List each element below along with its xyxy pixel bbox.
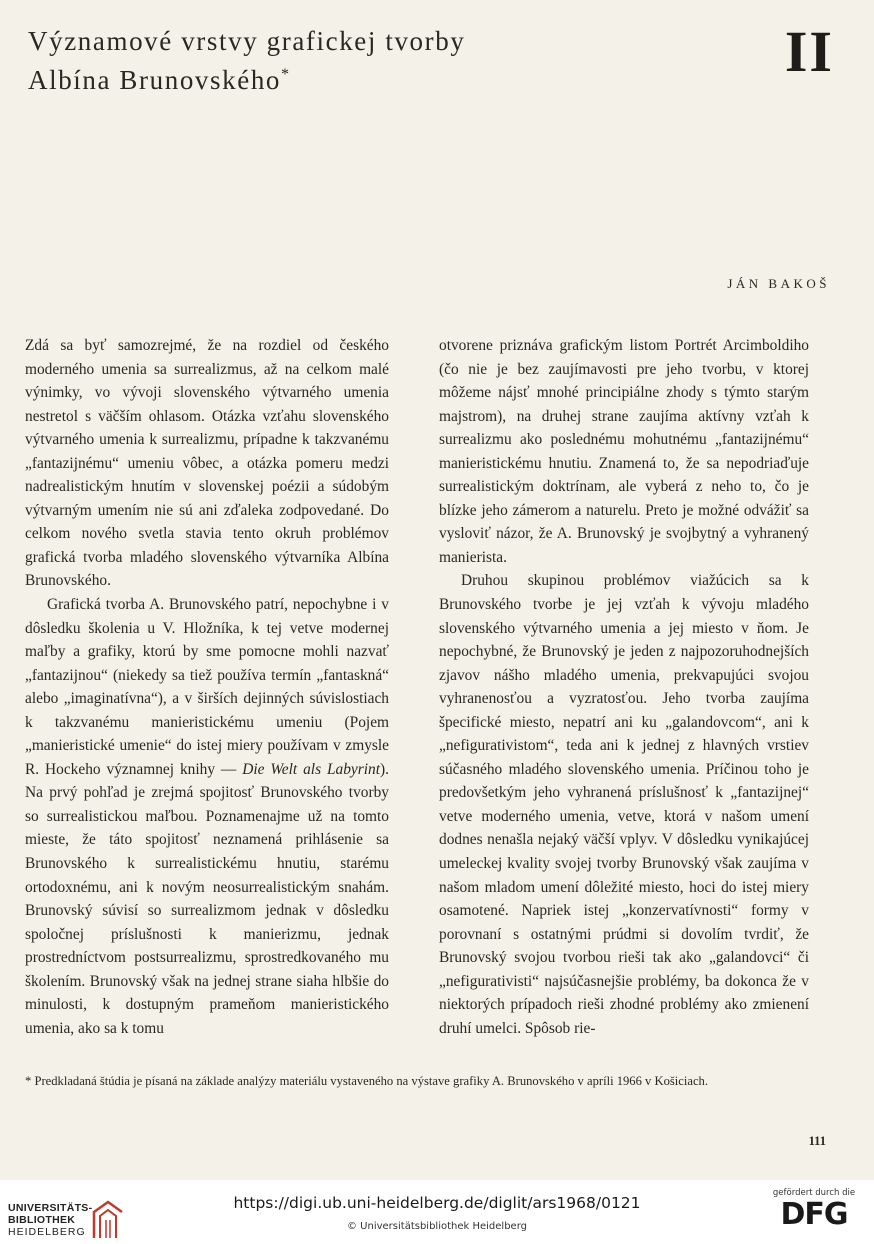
library-name-line3: HEIDELBERG: [8, 1226, 86, 1238]
chapter-numeral: II: [784, 19, 834, 84]
author-name: JÁN BAKOŠ: [727, 276, 830, 291]
title-line-2-text: Albína Brunovského: [28, 65, 282, 95]
paragraph-left-1: Zdá sa byť samozrejmé, že na rozdiel od českého moderného umenia sa surrealizmus, až na celkom malé výnimky, vo vývoji slovenského výtvarného umenia nestretol s väčším ohlasom. Otázka vzťahu slovenského výtvarného umenia k surrealizmu, prípadne k takzvanému „fantazijnému“ umeniu vôbec, a otázka pomeru medzi nadrealistickým hnutím v slovenskej poézii a súdobým výtvarným umením nie sú ani zďaleka zodpovedané. Do celkom nového svetla stavia tento okruh problémov grafická tvorba mladého slovenského výtvarníka Albína Brunovského.: [25, 337, 389, 590]
paragraph-left-2: [25, 593, 389, 1040]
funding-note: gefördert durch die: [772, 1188, 856, 1198]
library-name-line1: UNIVERSITÄTS-: [8, 1202, 93, 1214]
document-url-link[interactable]: https://digi.ub.uni-heidelberg.de/diglit/ars1968/0121: [233, 1194, 641, 1212]
funder-block: [770, 1188, 858, 1231]
book-title-italic: Die Welt als Labyrint: [242, 760, 381, 778]
paragraph-left-2-part-a: Grafická tvorba A. Brunovského patrí, nepochybne i v dôsledku školenia u V. Hložníka, k tej vetve modernej maľby a grafiky, ktorú by sme pomocne mohli nazvať „fantazijnou“ (niekedy sa tiež používa termín „fantaskná“ alebo „imaginatívna“), a v širších dejinných súvislostiach k takzvanému manieristickému umeniu (Pojem „manieristické umenie“ do istej miery používam v zmysle R. Hockeho významnej knihy —: [25, 596, 389, 778]
dfg-logo[interactable]: DFG: [780, 1197, 848, 1232]
text-column-right: [439, 334, 809, 1040]
library-name-line2: BIBLIOTHEK: [8, 1214, 76, 1226]
title-line-2: [28, 58, 588, 97]
title-line-1: Významové vrstvy grafickej tvorby: [28, 26, 466, 56]
paragraph-right-2: Druhou skupinou problémov viažúcich sa k Brunovského tvorbe je jej vzťah k vývoju mladého slovenského výtvarného umenia a jej miesto v ňom. Je nepochybné, že Brunovský je jeden z najpozoruhodnejších zjavov nášho mladého umenia, prekvapujúci svojou vyhranenosťou a vyzratosťou. Jeho tvorba zaujíma špecifické miesto, nepatrí ani ku „galandovcom“, ani k „nefigurativistom“, teda ani k jednej z hlavných vrstiev súčasného mladého slovenského umenia. Príčinou toho je predovšetkým jeho vyhranená príslušnosť k „fantazijnej“ vetve moderného umenia, vetve, ktorá v našom umení dodnes nenašla nejaký väčší vplyv. V dôsledku vynikajúcej umeleckej kvality svojej tvorby Brunovský však zaujíma v našom mladom umení dôležité miesto, hoci do istej miery osamotené. Napriek istej „konzervatívnosti“ formy v porovnaní s ostatnými prúdmi si dovolím tvrdiť, že Brunovský svojou tvorbou rieši tak ako „galandovci“ či „nefigurativisti“ najsúčasnejšie problémy, ba dokonca že v niektorých prípadoch rieši zhodné problémy ako zmienení druhí umelci. Spôsob rie-: [439, 572, 809, 1037]
paragraph-right-1: otvorene priznáva grafickým listom Portrét Arcimboldiho (čo nie je bez zaujímavosti pre jeho tvorbu, v ktorej môžeme nájsť mnohé principiálne zhody s týmto starým majstrom), na druhej strane zaujíma aktívny vzťah k surrealizmu ako poslednému mohutnému „fantazijnému“ manieristickému hnutiu. Znamená to, že sa nepodriaďuje surrealistickým doktrínam, ale vyberá z neho to, čo je blízke jeho zámerom a naturelu. Preto je možné odvážiť sa vysloviť názor, že A. Brunovský je svojbytný a vyhranený manierista.: [439, 337, 809, 566]
footnote: * Predkladaná štúdia je písaná na základe analýzy materiálu vystaveného na výstave grafiky A. Brunovského v apríli 1966 v Košiciach.: [25, 1074, 709, 1088]
copyright-notice: © Universitätsbibliothek Heidelberg: [346, 1221, 527, 1232]
text-column-left: [25, 334, 389, 1040]
footer-bar: [0, 1180, 874, 1244]
article-title: [28, 24, 588, 97]
footnote-marker: *: [281, 66, 291, 83]
page-number: 111: [808, 1134, 826, 1148]
paragraph-left-2-part-b: ). Na prvý pohľad je zrejmá spojitosť Brunovského tvorby so surrealistickou maľbou. Poznamenajme už na tomto mieste, že táto spojitosť neznamená prihlásenie sa Brunovského k surrealistickému hnutiu, starému ortodoxnému, ani k novým neosurrealistickým snahám. Brunovský súvisí so surrealizmom jednak v dôsledku spoločnej príslušnosti k manierizmu, jednak prostredníctvom postsurrealizmu, sprostredkovaného mu školením. Brunovský však na jednej strane siaha hlbšie do minulosti, k dostupným prameňom manieristického umenia, ako sa k tomu: [25, 760, 389, 1037]
